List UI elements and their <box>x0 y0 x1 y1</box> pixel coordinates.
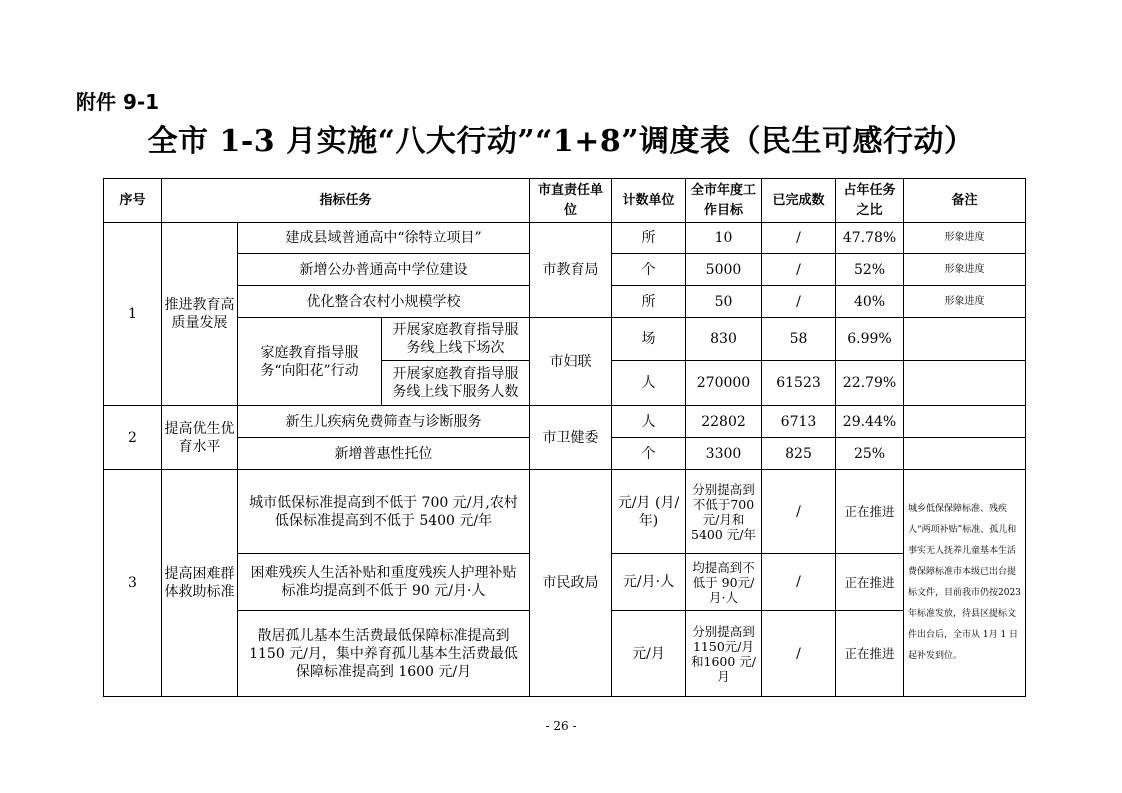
table-row <box>104 406 1026 438</box>
done-cell: / <box>762 286 836 318</box>
header-remark: 备注 <box>904 179 1026 223</box>
ratio-cell: 52% <box>836 254 904 286</box>
done-cell: / <box>762 254 836 286</box>
done-cell: 825 <box>762 438 836 470</box>
ratio-cell: 22.79% <box>836 361 904 406</box>
target-cell: 270000 <box>686 361 762 406</box>
page-number: - 26 - <box>545 719 577 733</box>
header-target: 全市年度工作目标 <box>686 179 762 223</box>
header-unit: 计数单位 <box>612 179 686 223</box>
page-title: 全市 1-3 月实施“八大行动”“1+8”调度表（民生可感行动） <box>147 124 975 159</box>
task-cell: 困难残疾人生活补贴和重度残疾人护理补贴标准均提高到不低于 90 元/月·人 <box>238 554 530 611</box>
task-cell: 开展家庭教育指导服务线上线下场次 <box>382 318 530 361</box>
row-seq: 3 <box>104 470 162 697</box>
task-cell: 城市低保标准提高到不低于 700 元/月,农村低保标准提高到不低于 5400 元/年 <box>238 470 530 554</box>
dept-cell: 市教育局 <box>530 223 612 318</box>
unit-cell: 元/月 (月/年) <box>612 470 686 554</box>
unit-cell: 人 <box>612 361 686 406</box>
target-cell: 3300 <box>686 438 762 470</box>
annex-label: 附件 9-1 <box>76 90 160 114</box>
header-dept: 市直责任单位 <box>530 179 612 223</box>
table-row <box>104 470 1026 554</box>
done-cell: / <box>762 611 836 697</box>
target-cell: 22802 <box>686 406 762 438</box>
header-ratio: 占年任务之比 <box>836 179 904 223</box>
ratio-cell: 25% <box>836 438 904 470</box>
group-name: 提高优生优育水平 <box>162 406 238 470</box>
remark-cell: 形象进度 <box>904 286 1026 318</box>
unit-cell: 所 <box>612 286 686 318</box>
ratio-cell: 40% <box>836 286 904 318</box>
unit-cell: 个 <box>612 254 686 286</box>
sub-task-cell: 家庭教育指导服务“向阳花”行动 <box>238 318 382 406</box>
header-task: 指标任务 <box>162 179 530 223</box>
unit-cell: 个 <box>612 438 686 470</box>
task-cell: 新增公办普通高中学位建设 <box>238 254 530 286</box>
dept-cell: 市卫健委 <box>530 406 612 470</box>
remark-cell <box>904 361 1026 406</box>
unit-cell: 元/月 <box>612 611 686 697</box>
ratio-cell: 6.99% <box>836 318 904 361</box>
unit-cell: 所 <box>612 223 686 254</box>
unit-cell: 场 <box>612 318 686 361</box>
task-cell: 开展家庭教育指导服务线上线下服务人数 <box>382 361 530 406</box>
target-cell: 5000 <box>686 254 762 286</box>
ratio-cell: 正在推进 <box>836 470 904 554</box>
remark-note: 城乡低保保障标准、残疾人“两项补贴”标准、孤儿和事实无人抚养儿童基本生活费保障标准市本级已出台提标文件，目前我市仍按2023 年标准发放，待县区提标文件出台后，全市从 1月 1 日起补发到位。 <box>904 470 1026 697</box>
remark-cell <box>904 406 1026 438</box>
done-cell: 6713 <box>762 406 836 438</box>
dept-cell: 市妇联 <box>530 318 612 406</box>
task-cell: 新生儿疾病免费筛查与诊断服务 <box>238 406 530 438</box>
target-cell: 10 <box>686 223 762 254</box>
header-done: 已完成数 <box>762 179 836 223</box>
remark-cell: 形象进度 <box>904 223 1026 254</box>
ratio-cell: 29.44% <box>836 406 904 438</box>
task-cell: 建成县域普通高中“徐特立项目” <box>238 223 530 254</box>
header-row <box>104 179 1026 223</box>
task-cell: 散居孤儿基本生活费最低保障标准提高到1150 元/月，集中养育孤儿基本生活费最低保障标准提高到 1600 元/月 <box>238 611 530 697</box>
done-cell: / <box>762 554 836 611</box>
target-cell: 分别提高到1150元/月和1600 元/月 <box>686 611 762 697</box>
ratio-cell: 正在推进 <box>836 554 904 611</box>
remark-cell <box>904 318 1026 361</box>
task-cell: 新增普惠性托位 <box>238 438 530 470</box>
done-cell: 61523 <box>762 361 836 406</box>
header-seq: 序号 <box>104 179 162 223</box>
target-cell: 均提高到不低于 90元/月·人 <box>686 554 762 611</box>
dept-cell: 市民政局 <box>530 470 612 697</box>
row-seq: 1 <box>104 223 162 406</box>
group-name: 提高困难群体救助标准 <box>162 470 238 697</box>
task-cell: 优化整合农村小规模学校 <box>238 286 530 318</box>
target-cell: 50 <box>686 286 762 318</box>
target-cell: 830 <box>686 318 762 361</box>
remark-cell: 形象进度 <box>904 254 1026 286</box>
unit-cell: 人 <box>612 406 686 438</box>
table-row <box>104 318 1026 361</box>
ratio-cell: 正在推进 <box>836 611 904 697</box>
ratio-cell: 47.78% <box>836 223 904 254</box>
done-cell: 58 <box>762 318 836 361</box>
remark-cell <box>904 438 1026 470</box>
done-cell: / <box>762 470 836 554</box>
dispatch-table <box>103 178 1026 697</box>
done-cell: / <box>762 223 836 254</box>
target-cell: 分别提高到不低于700 元/月和 5400 元/年 <box>686 470 762 554</box>
unit-cell: 元/月·人 <box>612 554 686 611</box>
row-seq: 2 <box>104 406 162 470</box>
group-name: 推进教育高质量发展 <box>162 223 238 406</box>
table-row <box>104 223 1026 254</box>
